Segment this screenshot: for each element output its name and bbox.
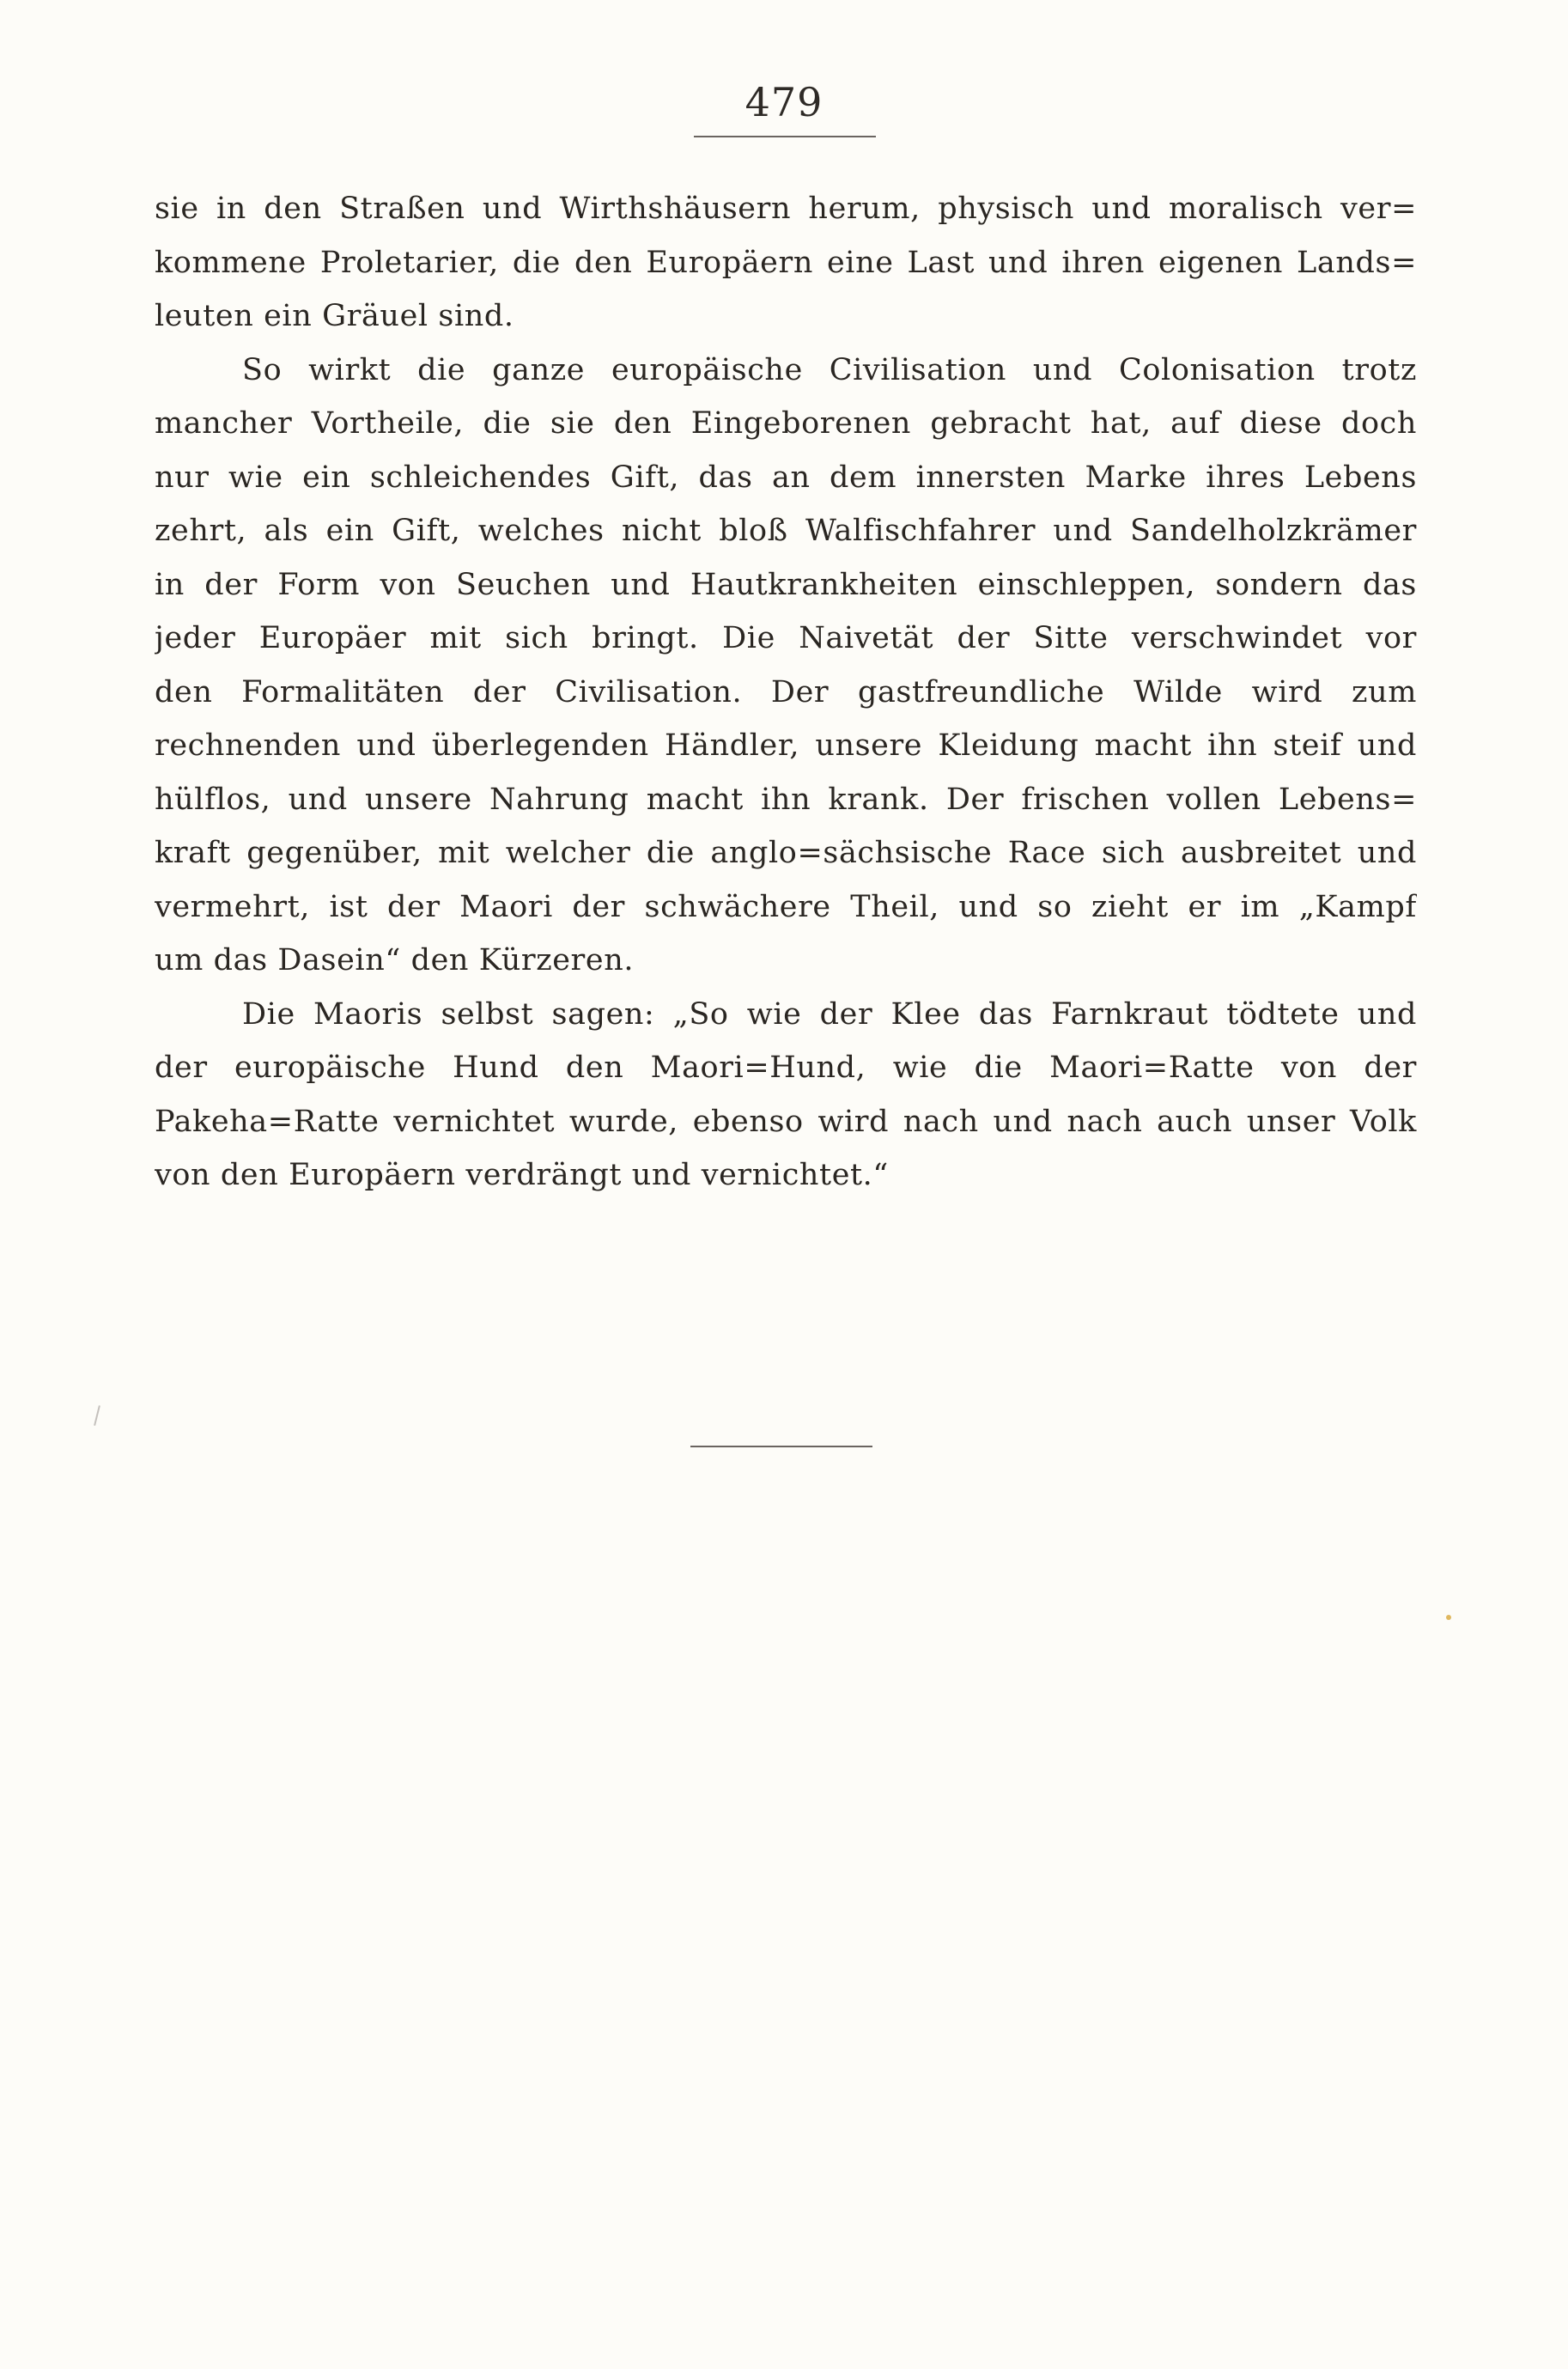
- paper-speck: [1446, 1615, 1451, 1620]
- text-line: rechnenden und überlegenden Händler, unsere Kleidung macht ihn steif und: [155, 728, 1417, 763]
- text-line: den Formalitäten der Civilisation. Der gastfreundliche Wilde wird zum: [155, 674, 1417, 709]
- page-number: 479: [744, 79, 824, 125]
- text-line: vermehrt, ist der Maori der schwächere Theil, und so zieht er im „Kampf: [155, 889, 1417, 924]
- margin-mark: [94, 1405, 100, 1426]
- text-line: kraft gegenüber, mit welcher die anglo=sächsische Race sich ausbreitet und: [155, 836, 1417, 870]
- text-line: mancher Vortheile, die sie den Eingeborenen gebracht hat, auf diese doch: [155, 406, 1417, 441]
- section-end-rule: [690, 1446, 872, 1447]
- text-line: zehrt, als ein Gift, welches nicht bloß Walfischfahrer und Sandelholzkrämer: [155, 514, 1417, 548]
- text-line: Die Maoris selbst sagen: „So wie der Klee das Farnkraut tödtete und: [242, 996, 1417, 1032]
- text-line: von den Europäern verdrängt und vernichtet.“: [155, 1158, 889, 1192]
- text-line: kommene Proletarier, die den Europäern eine Last und ihren eigenen Lands=: [155, 245, 1417, 280]
- body-text: [155, 182, 1417, 1203]
- text-line: um das Dasein“ den Kürzeren.: [155, 943, 635, 977]
- text-line: in der Form von Seuchen und Hautkrankheiten einschleppen, sondern das: [155, 567, 1417, 602]
- text-line: So wirkt die ganze europäische Civilisation und Colonisation trotz: [242, 352, 1417, 387]
- text-line: sie in den Straßen und Wirthshäusern herum, physisch und moralisch ver=: [155, 192, 1417, 226]
- text-line: nur wie ein schleichendes Gift, das an dem innersten Marke ihres Lebens: [155, 460, 1417, 495]
- header-rule: [694, 136, 876, 137]
- text-line: der europäische Hund den Maori=Hund, wie die Maori=Ratte von der: [155, 1051, 1417, 1085]
- text-line: leuten ein Gräuel sind.: [155, 299, 514, 333]
- text-line: Pakeha=Ratte vernichtet wurde, ebenso wird nach und nach auch unser Volk: [155, 1104, 1417, 1139]
- text-line: hülflos, und unsere Nahrung macht ihn krank. Der frischen vollen Lebens=: [155, 782, 1417, 817]
- text-line: jeder Europäer mit sich bringt. Die Naivetät der Sitte verschwindet vor: [155, 621, 1417, 655]
